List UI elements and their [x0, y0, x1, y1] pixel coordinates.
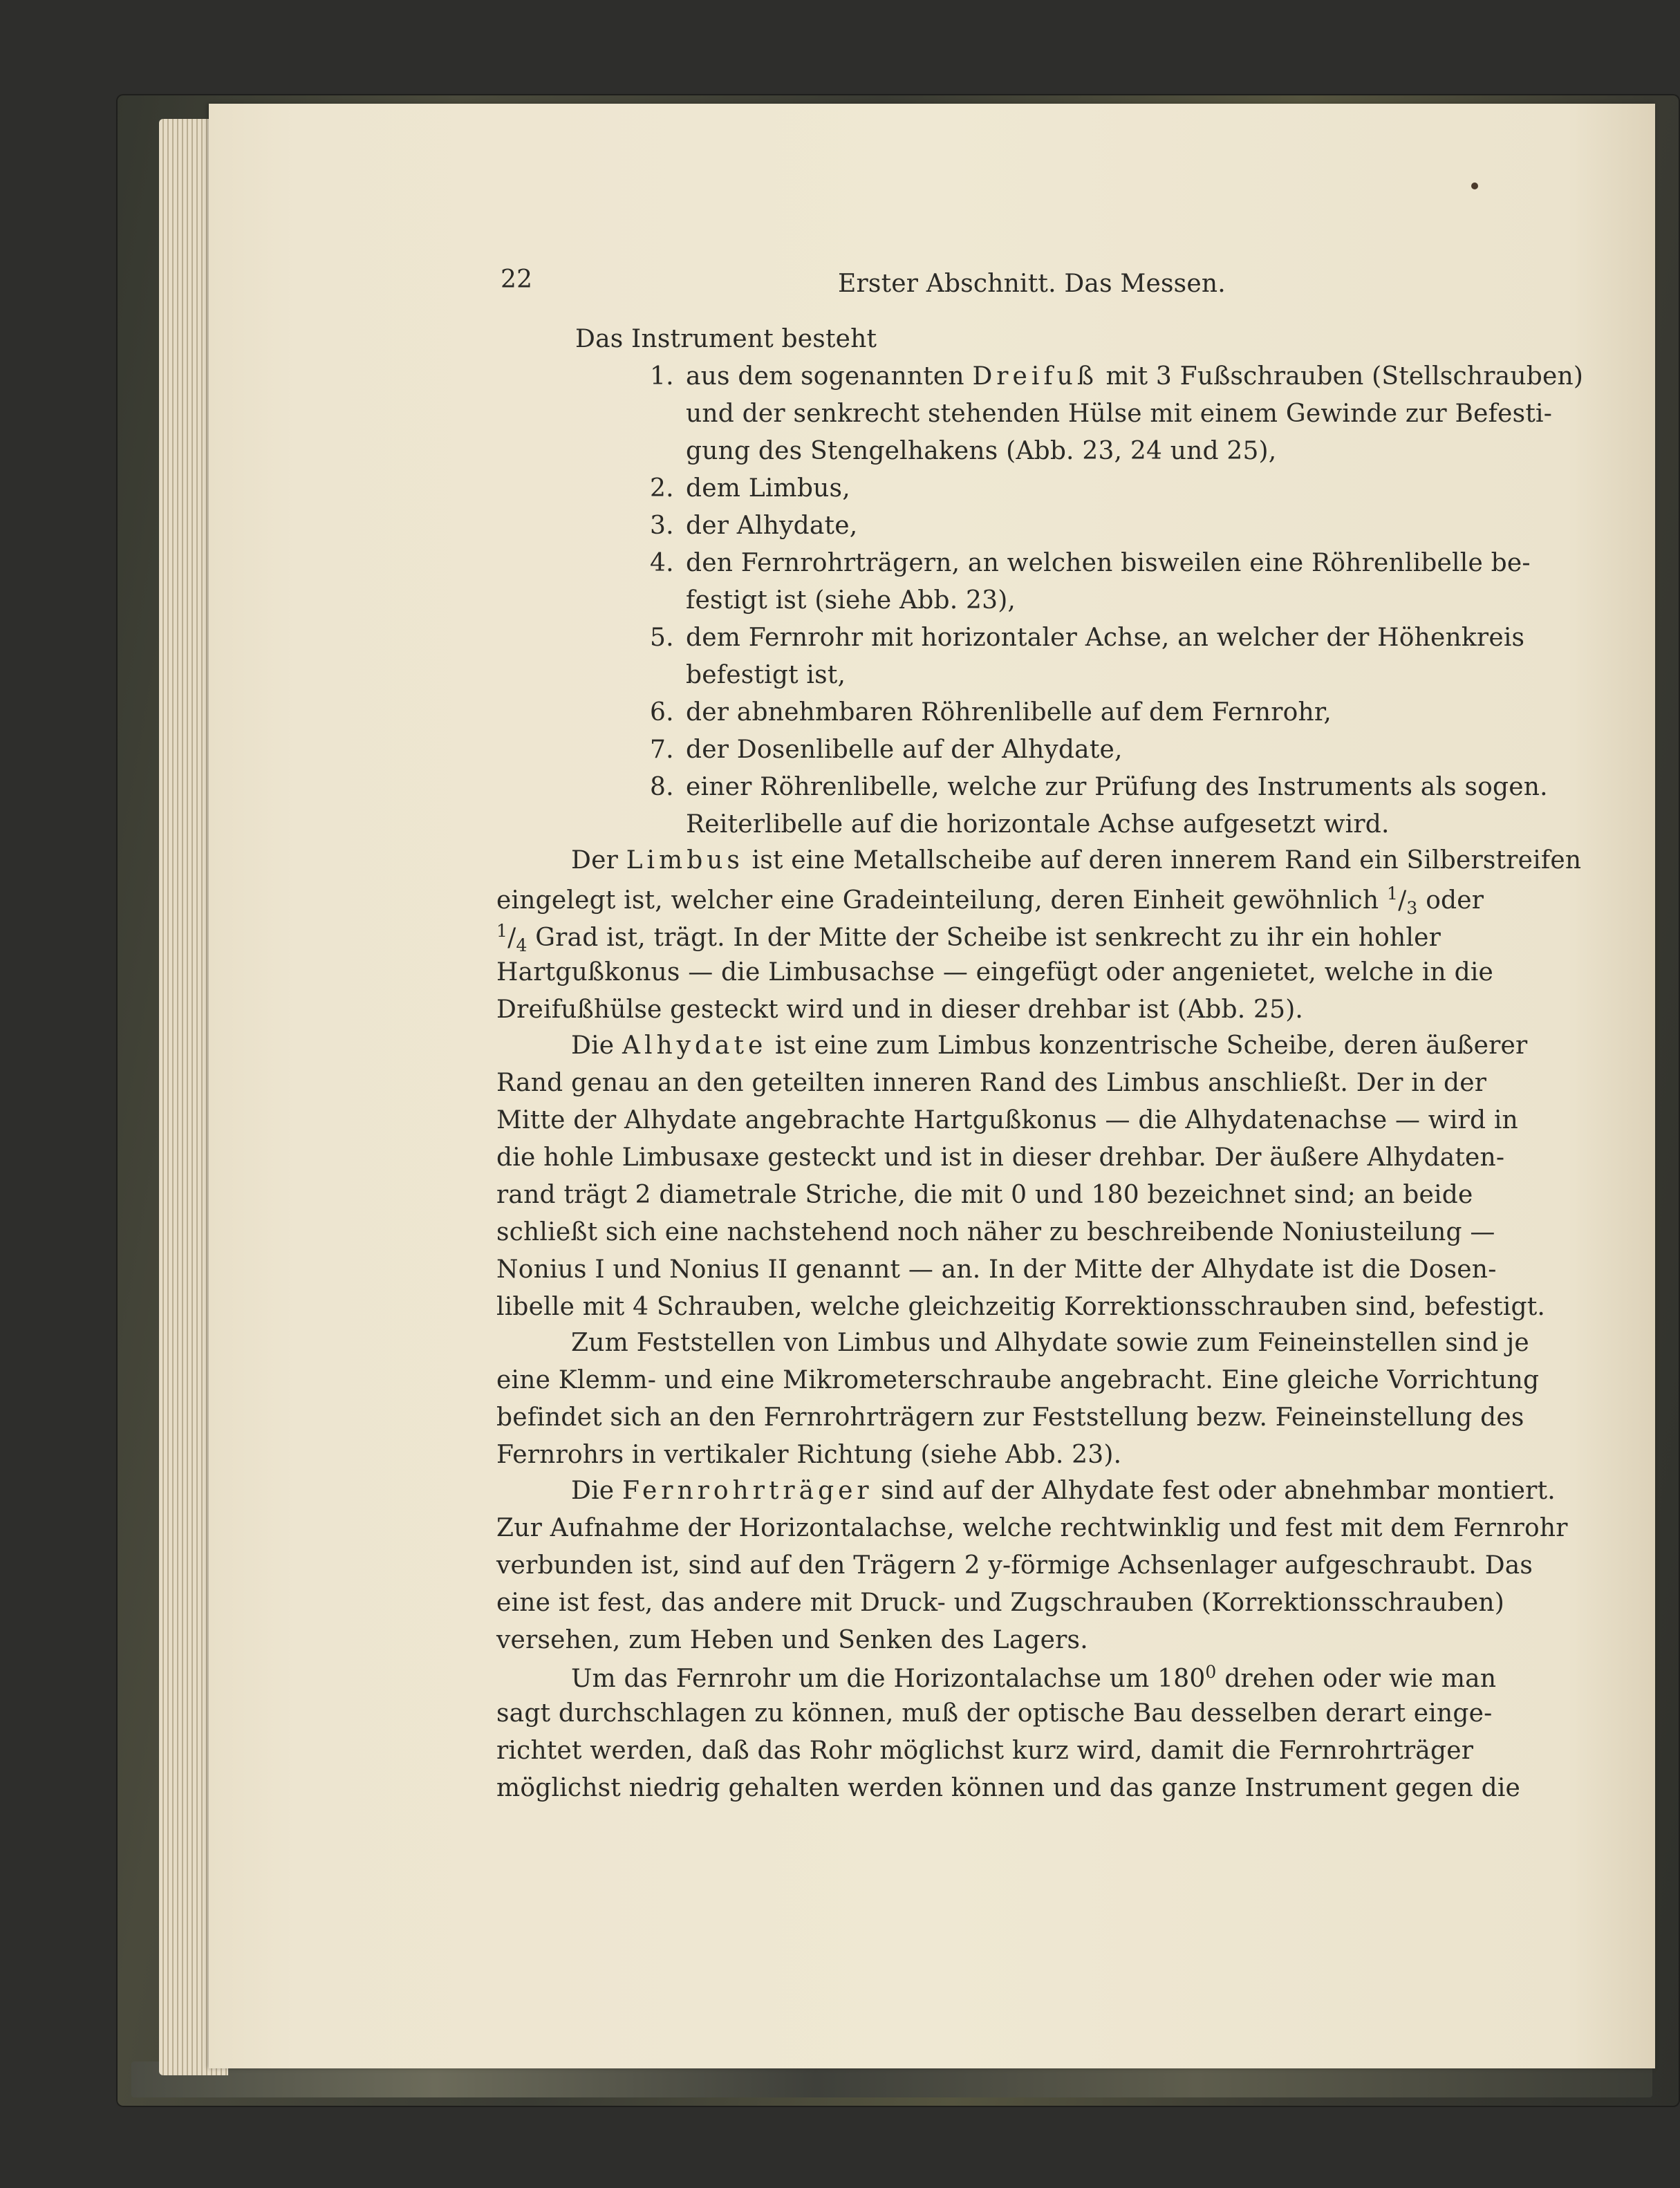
- paragraph-line: Zur Aufnahme der Horizontalachse, welche rechtwinklig und fest mit dem Fernrohr: [496, 1514, 1568, 1542]
- list-number: 5.: [650, 624, 674, 652]
- paragraph-line: eine ist fest, das andere mit Druck- und Zugschrauben (Korrektionsschrauben): [496, 1589, 1504, 1617]
- paragraph-line: eine Klemm- und eine Mikrometerschraube angebracht. Eine gleiche Vorrichtung: [496, 1366, 1540, 1394]
- list-number: 3.: [650, 512, 674, 540]
- paragraph-line: möglichst niedrig gehalten werden können und das ganze Instrument gegen die: [496, 1774, 1521, 1802]
- paragraph-line: versehen, zum Heben und Senken des Lagers.: [496, 1626, 1088, 1654]
- paragraph-line: Zum Feststellen von Limbus und Alhydate sowie zum Feineinstellen sind je: [571, 1329, 1529, 1357]
- paragraph-line: Der Limbus ist eine Metallscheibe auf deren innerem Rand ein Silberstreifen: [571, 846, 1582, 875]
- intro-line: Das Instrument besteht: [575, 325, 877, 353]
- paragraph-line: eingelegt ist, welcher eine Gradeinteilung, deren Einheit gewöhnlich $^1/_3$ oder: [496, 883, 1484, 919]
- list-text: und der senkrecht stehenden Hülse mit einem Gewinde zur Befesti-: [686, 400, 1553, 428]
- paragraph-line: libelle mit 4 Schrauben, welche gleichzeitig Korrektionsschrauben sind, befestigt.: [496, 1293, 1546, 1321]
- paragraph-line: $^1/_4$ Grad ist, trägt. In der Mitte der Scheibe ist senkrecht zu ihr ein hohler: [496, 921, 1441, 956]
- list-text: aus dem sogenannten Dreifuß mit 3 Fußschrauben (Stellschrauben): [686, 362, 1584, 391]
- paragraph-line: die hohle Limbusaxe gesteckt und ist in dieser drehbar. Der äußere Alhydaten-: [496, 1143, 1505, 1172]
- list-number: 8.: [650, 773, 674, 801]
- list-text: den Fernrohrträgern, an welchen bisweilen eine Röhrenlibelle be-: [686, 549, 1531, 577]
- list-text: der Dosenlibelle auf der Alhydate,: [686, 736, 1123, 764]
- list-text: der abnehmbaren Röhrenlibelle auf dem Fernrohr,: [686, 698, 1332, 727]
- list-text: der Alhydate,: [686, 512, 858, 540]
- list-text: festigt ist (siehe Abb. 23),: [686, 586, 1016, 615]
- paragraph-line: Um das Fernrohr um die Horizontalachse um $180^0$ drehen oder wie man: [571, 1662, 1497, 1693]
- paragraph-line: Fernrohrs in vertikaler Richtung (siehe Abb. 23).: [496, 1441, 1122, 1469]
- paragraph-line: Hartgußkonus — die Limbusachse — eingefügt oder angenietet, welche in die: [496, 958, 1494, 987]
- list-text: gung des Stengelhakens (Abb. 23, 24 und 25),: [686, 437, 1277, 465]
- list-text: dem Fernrohr mit horizontaler Achse, an welcher der Höhenkreis: [686, 624, 1525, 652]
- paragraph-line: verbunden ist, sind auf den Trägern 2 y-förmige Achsenlager aufgeschraubt. Das: [496, 1551, 1533, 1580]
- list-number: 6.: [650, 698, 674, 727]
- list-text: Reiterlibelle auf die horizontale Achse aufgesetzt wird.: [686, 810, 1390, 839]
- paragraph-line: befindet sich an den Fernrohrträgern zur Feststellung bezw. Feineinstellung des: [496, 1403, 1524, 1432]
- paragraph-line: richtet werden, daß das Rohr möglichst kurz wird, damit die Fernrohrträger: [496, 1737, 1474, 1765]
- list-number: 4.: [650, 549, 674, 577]
- paragraph-line: Mitte der Alhydate angebrachte Hartgußkonus — die Alhydatenachse — wird in: [496, 1106, 1518, 1134]
- paragraph-line: Die Alhydate ist eine zum Limbus konzentrische Scheibe, deren äußerer: [571, 1031, 1528, 1060]
- paragraph-line: sagt durchschlagen zu können, muß der optische Bau desselben derart einge-: [496, 1699, 1493, 1728]
- list-text: dem Limbus,: [686, 474, 850, 503]
- paragraph-line: Rand genau an den geteilten inneren Rand des Limbus anschließt. Der in der: [496, 1069, 1487, 1097]
- paragraph-line: rand trägt 2 diametrale Striche, die mit 0 und 180 bezeichnet sind; an beide: [496, 1181, 1473, 1209]
- list-number: 7.: [650, 736, 674, 764]
- page-speck: [1471, 183, 1478, 189]
- running-title: Erster Abschnitt. Das Messen.: [838, 270, 1226, 298]
- list-text: einer Röhrenlibelle, welche zur Prüfung des Instruments als sogen.: [686, 773, 1548, 801]
- list-number: 1.: [650, 362, 674, 391]
- paragraph-line: Dreifußhülse gesteckt wird und in dieser drehbar ist (Abb. 25).: [496, 995, 1304, 1024]
- paragraph-line: schließt sich eine nachstehend noch näher zu beschreibende Noniusteilung —: [496, 1218, 1495, 1246]
- page-number: 22: [501, 265, 533, 294]
- paragraph-line: Nonius I und Nonius II genannt — an. In der Mitte der Alhydate ist die Dosen-: [496, 1255, 1497, 1284]
- list-number: 2.: [650, 474, 674, 503]
- paragraph-line: Die Fernrohrträger sind auf der Alhydate fest oder abnehmbar montiert.: [571, 1477, 1556, 1505]
- list-text: befestigt ist,: [686, 661, 846, 689]
